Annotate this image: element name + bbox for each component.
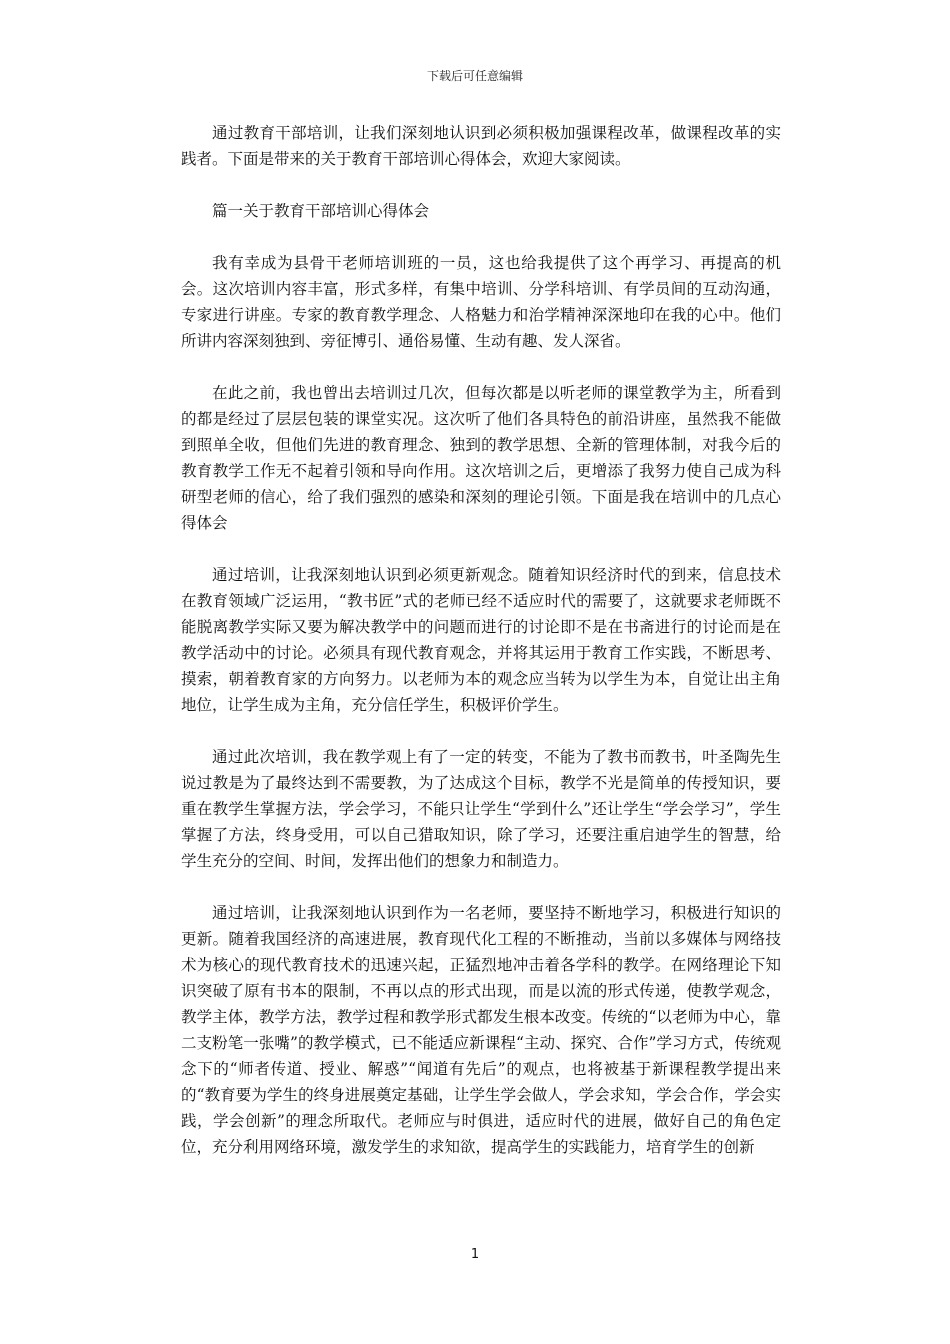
body-paragraph: 我有幸成为县骨干老师培训班的一员，这也给我提供了这个再学习、再提高的机会。这次培训内容丰富，形式多样，有集中培训、分学科培训、有学员间的互动沟通，专家进行讲座。专家的教育教学理念、人格魅力和治学精神深深地印在我的心中。他们所讲内容深刻独到、旁征博引、通俗易懂、生动有趣、发人深省。 [181,254,781,350]
body-paragraph: 通过培训，让我深刻地认识到必须更新观念。随着知识经济时代的到来，信息技术在教育领域广泛运用，“教书匠”式的老师已经不适应时代的需要了，这就要求老师既不能脱离教学实际又要为解决教学中的问题而进行的讨论即不是在书斋进行的讨论而是在教学活动中的讨论。必须具有现代教育观念，并将其运用于教育工作实践，不断思考、摸索，朝着教育家的方向努力。以老师为本的观念应当转为以学生为本，自觉让出主角地位，让学生成为主角，充分信任学生，积极评价学生。 [181,566,781,714]
section-heading: 篇一关于教育干部培训心得体会 [212,202,430,220]
body-paragraph: 通过培训，让我深刻地认识到作为一名老师，要坚持不断地学习，积极进行知识的更新。随着我国经济的高速进展，教育现代化工程的不断推动，当前以多媒体与网络技术为核心的现代教育技术的迅速兴起，正猛烈地冲击着各学科的教学。在网络理论下知识突破了原有书本的限制，不再以点的形式出现，而是以流的形式传递，使教学观念，教学主体，教学方法，教学过程和教学形式都发生根本改变。传统的“以老师为中心，靠二支粉笔一张嘴”的教学模式，已不能适应新课程“主动、探究、合作”学习方式，传统观念下的“师者传道、授业、解惑”“闻道有先后”的观点，也将被基于新课程教学提出来的“教育要为学生的终身进展奠定基础，让学生学会做人，学会求知，学会合作，学会实践，学会创新”的理念所取代。老师应与时俱进，适应时代的进展，做好自己的角色定位，充分利用网络环境，激发学生的求知欲，提高学生的实践能力，培育学生的创新 [181,904,781,1156]
intro-paragraph: 通过教育干部培训，让我们深刻地认识到必须积极加强课程改革，做课程改革的实践者。下面是带来的关于教育干部培训心得体会，欢迎大家阅读。 [181,124,781,168]
body-paragraph: 在此之前，我也曾出去培训过几次，但每次都是以听老师的课堂教学为主，所看到的都是经过了层层包装的课堂实况。这次听了他们各具特色的前沿讲座，虽然我不能做到照单全收，但他们先进的教育理念、独到的教学思想、全新的管理体制，对我今后的教育教学工作无不起着引领和导向作用。这次培训之后，更增添了我努力使自己成为科研型老师的信心，给了我们强烈的感染和深刻的理论引领。下面是我在培训中的几点心得体会 [181,384,781,532]
body-paragraph: 通过此次培训，我在教学观上有了一定的转变，不能为了教书而教书，叶圣陶先生说过教是为了最终达到不需要教，为了达成这个目标，教学不光是简单的传授知识，要重在教学生掌握方法，学会学习，不能只让学生“学到什么”还让学生“学会学习”，学生掌握了方法，终身受用，可以自己猎取知识，除了学习，还要注重启迪学生的智慧，给学生充分的空间、时间，发挥出他们的想象力和制造力。 [181,748,781,870]
page-header: 下载后可任意编辑 [426,69,523,83]
document-body [181,120,781,1160]
page-number: 1 [470,1247,480,1262]
